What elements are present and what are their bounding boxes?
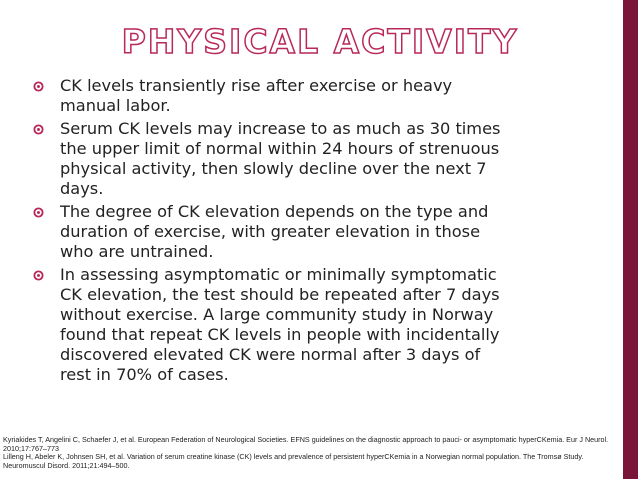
bullet-icon — [33, 207, 44, 218]
reference-item: Lilleng H, Abeler K, Johnsen SH, et al. Variation of serum creatine kinase (CK) levels and prevalence of persistent hyperCKemia in a Norwegian normal population. The Tromsø Study. Neuromuscul Disord. 2011;21:494–500. — [3, 452, 584, 470]
slide-title: PHYSICAL ACTIVITY — [121, 22, 519, 61]
reference-item: Kyriakides T, Angelini C, Schaefer J, et al. European Federation of Neurological Societies. EFNS guidelines on the diagnostic approach to pauci- or asymptomatic hyperCKemia. Eur J Neurol. 2010;17:767–773 — [3, 435, 609, 453]
bullet-item — [33, 265, 513, 385]
bullet-text: The degree of CK elevation depends on the type and duration of exercise, with greater elevation in those who are untrained. — [60, 202, 489, 261]
bullet-icon — [33, 270, 44, 281]
bullet-item — [33, 76, 513, 116]
bullet-item — [33, 202, 513, 262]
bullet-text: CK levels transiently rise after exercise or heavy manual labor. — [60, 76, 453, 115]
bullet-text: In assessing asymptomatic or minimally symptomatic CK elevation, the test should be repeated after 7 days without exercise. A large community study in Norway found that repeat CK levels in people with incidentally discovered elevated CK were normal after 3 days of rest in 70% of cases. — [60, 265, 500, 384]
decorative-side-bar — [623, 0, 638, 479]
references — [3, 436, 618, 470]
bullet-icon — [33, 81, 44, 92]
bullet-item — [33, 119, 513, 199]
bullet-list — [33, 76, 513, 388]
bullet-text: Serum CK levels may increase to as much as 30 times the upper limit of normal within 24 hours of strenuous physical activity, then slowly decline over the next 7 days. — [60, 119, 501, 198]
bullet-icon — [33, 124, 44, 135]
